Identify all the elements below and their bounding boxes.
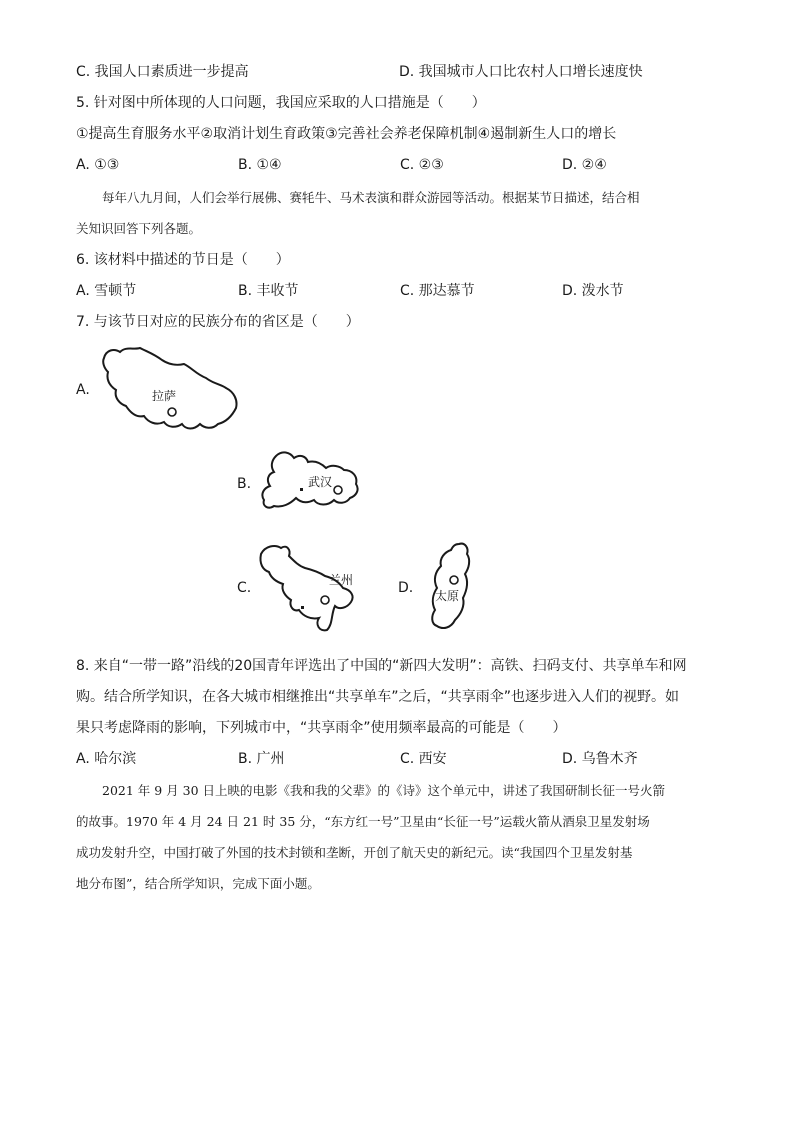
q7-map-d-city: 太原 (435, 589, 460, 603)
material2-line3: 成功发射升空，中国打破了外国的技术封锁和垄断，开创了航天史的新纪元。读“我国四个卫星发射基 (76, 845, 633, 860)
q7-map-c-city: 兰州 (329, 573, 354, 587)
taiyuan-marker (450, 576, 458, 584)
material1-line2: 关知识回答下列各题。 (76, 221, 202, 236)
q8-line1: 8. 来自“一带一路”沿线的20国青年评选出了中国的“新四大发明”：高铁、扫码支付、共享单车和网 (76, 658, 687, 674)
q8-line2: 购。结合所学知识，在各大城市相继推出“共享单车”之后，“共享雨伞”也逐步进入人们的视野。如 (76, 689, 680, 705)
q7-stem: 7. 与该节日对应的民族分布的省区是（ ） (76, 314, 360, 330)
gansu-outline-map (255, 540, 359, 632)
q5-items: ①提高生育服务水平②取消计划生育政策③完善社会养老保障机制④遏制新生人口的增长 (76, 126, 617, 142)
q6-stem: 6. 该材料中描述的节日是（ ） (76, 252, 290, 268)
q7-map-a-city: 拉萨 (152, 389, 177, 403)
q8-option-c: C. 西安 (400, 751, 447, 767)
q6-option-b: B. 丰收节 (238, 283, 299, 299)
q8-option-a: A. 哈尔滨 (76, 751, 137, 767)
q7-map-d-letter: D. (398, 580, 414, 596)
q7-map-b-city: 武汉 (308, 475, 333, 489)
q4-option-d: D. 我国城市人口比农村人口增长速度快 (399, 64, 643, 80)
q5-option-a: A. ①③ (76, 157, 120, 173)
q7-map-c-letter: C. (237, 580, 252, 596)
material1-line1: 每年八九月间，人们会举行展佛、赛牦牛、马术表演和群众游园等活动。根据某节日描述，结合相 (102, 190, 640, 205)
q6-option-a: A. 雪顿节 (76, 283, 137, 299)
material2-line4: 地分布图”，结合所学知识，完成下面小题。 (76, 876, 320, 891)
tibet-outline-map (96, 344, 246, 434)
material2-line2: 的故事。1970 年 4 月 24 日 21 时 35 分，“东方红一号”卫星由“长征一号”运载火箭从酒泉卫星发射场 (76, 814, 650, 829)
q8-option-b: B. 广州 (238, 751, 285, 767)
q4-option-c: C. 我国人口素质进一步提高 (76, 64, 249, 80)
q6-option-d: D. 泼水节 (562, 283, 624, 299)
wuhan-marker (334, 486, 342, 494)
lanzhou-marker (321, 596, 329, 604)
q5-option-c: C. ②③ (400, 157, 444, 173)
q8-line3: 果只考虑降雨的影响，下列城市中，“共享雨伞”使用频率最高的可能是（ ） (76, 720, 567, 736)
lhasa-marker (168, 408, 176, 416)
q5-option-b: B. ①④ (238, 157, 282, 173)
q7-map-b-letter: B. (237, 476, 252, 492)
q7-map-a-letter: A. (76, 382, 90, 398)
q5-stem: 5. 针对图中所体现的人口问题，我国应采取的人口措施是（ ） (76, 95, 486, 111)
q5-option-d: D. ②④ (562, 157, 607, 173)
material2-line1: 2021 年 9 月 30 日上映的电影《我和我的父辈》的《诗》这个单元中，讲述了我国研制长征一号火箭 (102, 783, 666, 798)
q8-option-d: D. 乌鲁木齐 (562, 751, 638, 767)
q6-option-c: C. 那达慕节 (400, 283, 475, 299)
hubei-outline-map (260, 448, 364, 518)
shanxi-outline-map (425, 540, 475, 632)
